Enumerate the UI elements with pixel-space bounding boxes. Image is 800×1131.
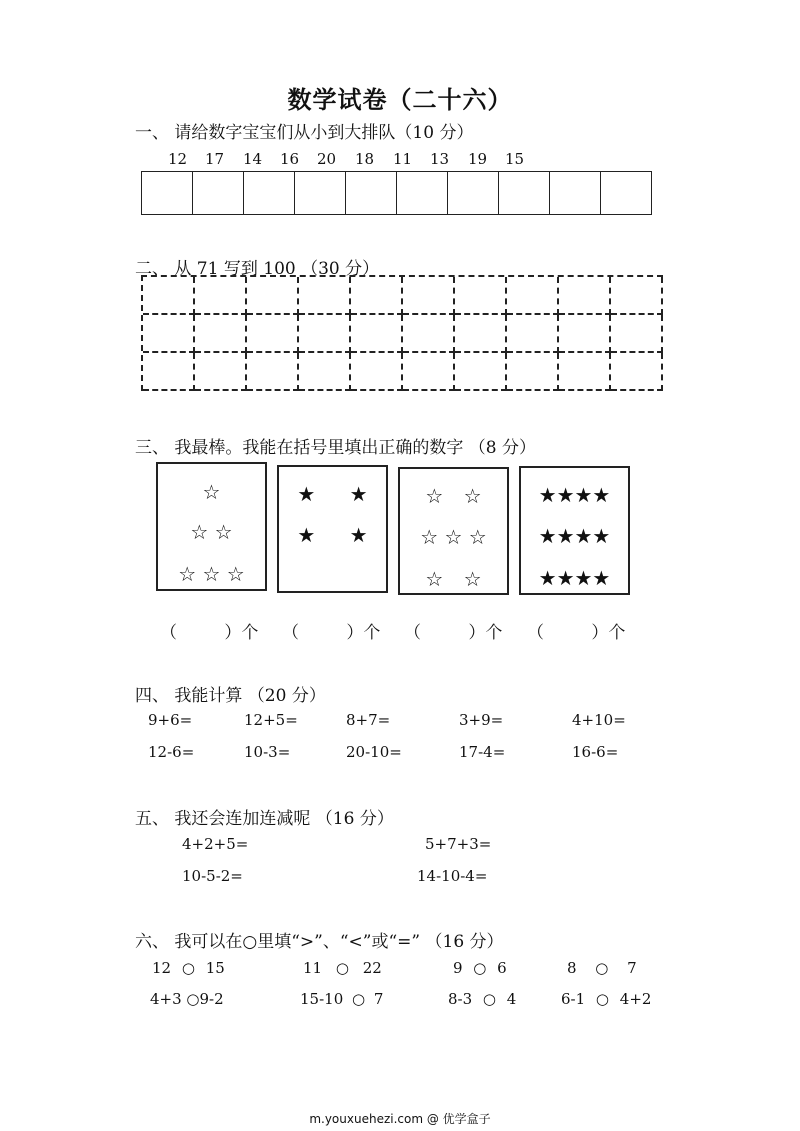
number-item: 15 <box>505 150 525 168</box>
number-item: 11 <box>393 150 413 168</box>
chain-problem: 5+7+3= <box>425 835 492 853</box>
calc-problem: 12-6= <box>148 743 195 761</box>
answer-box[interactable] <box>346 171 397 215</box>
grid-cell[interactable] <box>403 277 455 315</box>
grid-cell[interactable] <box>507 315 559 353</box>
compare-problem: 11 ○ 22 <box>303 959 382 977</box>
star-row: ★ ★ <box>297 523 368 547</box>
star-row: ★★★★ <box>538 524 611 548</box>
number-item: 19 <box>468 150 488 168</box>
number-item: 13 <box>430 150 450 168</box>
grid-cell[interactable] <box>611 353 663 391</box>
answer-box[interactable] <box>448 171 499 215</box>
calc-problem: 20-10= <box>346 743 402 761</box>
star-row: ☆ <box>202 480 221 504</box>
number-item: 12 <box>168 150 188 168</box>
answer-box[interactable] <box>550 171 601 215</box>
star-row: ☆ ☆ ☆ <box>178 562 245 586</box>
section-3-heading: 三、 我最棒。我能在括号里填出正确的数字 （8 分） <box>135 438 537 458</box>
page-title: 数学试卷（二十六） <box>287 85 513 114</box>
answer-box[interactable] <box>601 171 652 215</box>
star-row: ★★★★ <box>538 483 611 507</box>
writing-grid <box>141 275 663 391</box>
star-box-2 <box>277 465 388 593</box>
number-item: 17 <box>205 150 225 168</box>
section-4-heading: 四、 我能计算 （20 分） <box>135 686 326 706</box>
count-blank[interactable]: （ ）个 <box>160 623 259 643</box>
grid-cell[interactable] <box>143 353 195 391</box>
calc-problem: 16-6= <box>572 743 619 761</box>
calc-problem: 10-3= <box>244 743 291 761</box>
grid-cell[interactable] <box>247 277 299 315</box>
number-item: 18 <box>355 150 375 168</box>
section-2-heading: 二、 从 71 写到 100 （30 分） <box>135 259 380 279</box>
count-blank[interactable]: （ ）个 <box>282 623 381 643</box>
grid-cell[interactable] <box>559 315 611 353</box>
grid-cell[interactable] <box>611 315 663 353</box>
chain-problem: 4+2+5= <box>182 835 249 853</box>
compare-problem: 4+3 ○9-2 <box>150 990 224 1008</box>
ordering-answer-boxes <box>141 171 652 215</box>
answer-box[interactable] <box>142 171 193 215</box>
calc-problem: 3+9= <box>459 711 504 729</box>
answer-box[interactable] <box>193 171 244 215</box>
grid-cell[interactable] <box>195 277 247 315</box>
grid-cell[interactable] <box>611 277 663 315</box>
section-1-heading: 一、 请给数字宝宝们从小到大排队（10 分） <box>135 123 474 143</box>
grid-cell[interactable] <box>351 315 403 353</box>
number-item: 16 <box>280 150 300 168</box>
compare-problem: 8 ○ 7 <box>567 959 637 977</box>
grid-cell[interactable] <box>299 315 351 353</box>
star-row: ★ ★ <box>297 482 368 506</box>
chain-problem: 14-10-4= <box>417 867 488 885</box>
answer-box[interactable] <box>244 171 295 215</box>
grid-cell[interactable] <box>299 277 351 315</box>
compare-problem: 9 ○ 6 <box>453 959 507 977</box>
grid-cell[interactable] <box>247 353 299 391</box>
star-row: ★★★★ <box>538 566 611 590</box>
grid-cell[interactable] <box>403 353 455 391</box>
grid-cell[interactable] <box>351 277 403 315</box>
answer-box[interactable] <box>295 171 346 215</box>
grid-cell[interactable] <box>403 315 455 353</box>
compare-problem: 6-1 ○ 4+2 <box>561 990 652 1008</box>
compare-problem: 15-10 ○ 7 <box>300 990 384 1008</box>
grid-cell[interactable] <box>559 353 611 391</box>
grid-cell[interactable] <box>351 353 403 391</box>
calc-problem: 17-4= <box>459 743 506 761</box>
grid-cell[interactable] <box>195 353 247 391</box>
count-blank[interactable]: （ ）个 <box>404 623 503 643</box>
grid-cell[interactable] <box>455 277 507 315</box>
calc-problem: 12+5= <box>244 711 298 729</box>
grid-cell[interactable] <box>455 353 507 391</box>
star-row: ☆ ☆ ☆ <box>420 525 487 549</box>
footer-watermark: m.youxuehezi.com @ 优学盒子 <box>309 1112 491 1126</box>
number-item: 20 <box>317 150 337 168</box>
star-row: ☆ ☆ <box>190 520 233 544</box>
compare-problem: 8-3 ○ 4 <box>448 990 517 1008</box>
grid-cell[interactable] <box>507 277 559 315</box>
star-row: ☆ ☆ <box>425 567 482 591</box>
grid-cell[interactable] <box>455 315 507 353</box>
section-6-heading: 六、 我可以在○里填“>”、“<”或“=” （16 分） <box>135 932 504 952</box>
star-box-4 <box>519 466 630 595</box>
calc-problem: 4+10= <box>572 711 626 729</box>
compare-problem: 12 ○ 15 <box>152 959 225 977</box>
grid-cell[interactable] <box>143 315 195 353</box>
answer-box[interactable] <box>499 171 550 215</box>
count-blank[interactable]: （ ）个 <box>527 623 626 643</box>
grid-cell[interactable] <box>559 277 611 315</box>
grid-cell[interactable] <box>507 353 559 391</box>
grid-cell[interactable] <box>195 315 247 353</box>
section-5-heading: 五、 我还会连加连减呢 （16 分） <box>135 809 394 829</box>
star-row: ☆ ☆ <box>425 484 482 508</box>
star-box-1 <box>156 462 267 591</box>
number-item: 14 <box>243 150 263 168</box>
grid-cell[interactable] <box>299 353 351 391</box>
calc-problem: 8+7= <box>346 711 391 729</box>
calc-problem: 9+6= <box>148 711 193 729</box>
grid-cell[interactable] <box>143 277 195 315</box>
star-box-3 <box>398 467 509 595</box>
chain-problem: 10-5-2= <box>182 867 243 885</box>
grid-cell[interactable] <box>247 315 299 353</box>
answer-box[interactable] <box>397 171 448 215</box>
